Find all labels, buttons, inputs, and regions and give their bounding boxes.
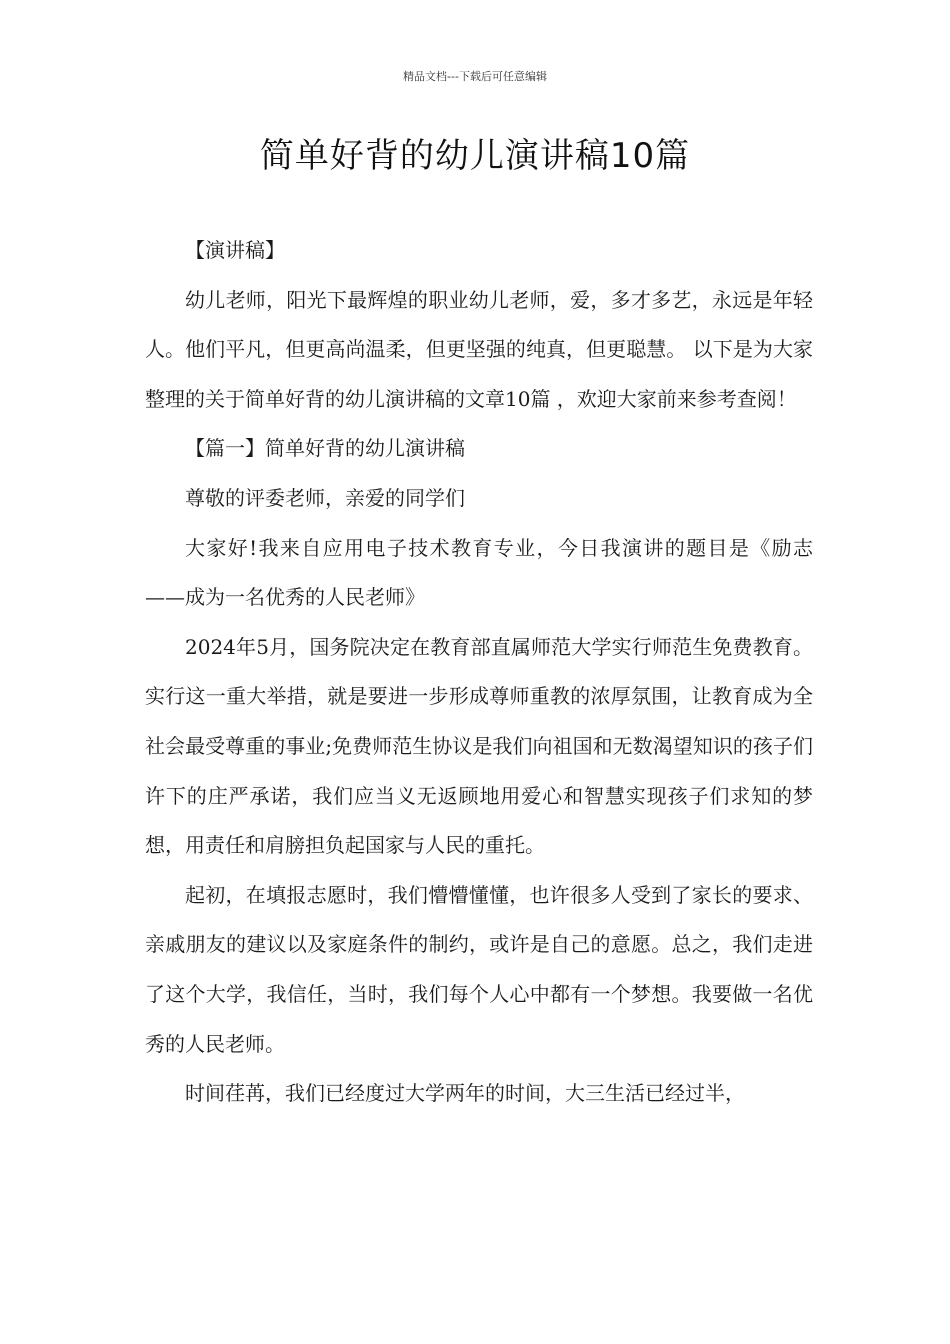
paragraph-body-1: 2024年5月，国务院决定在教育部直属师范大学实行师范生免费教育。实行这一重大举措，就是要进一步形成尊师重教的浓厚氛围，让教育成为全社会最受尊重的事业;免费师范生协议是我们向祖国和无数渴望知识的孩子们许下的庄严承诺，我们应当义无返顾地用爱心和智慧实现孩子们求知的梦想，用责任和肩膀担负起国家与人民的重托。 [145, 634, 813, 858]
paragraph-greeting: 大家好!我来自应用电子技术教育专业，今日我演讲的题目是《励志——成为一名优秀的人民老师》 [145, 535, 813, 610]
paragraph-intro: 幼儿老师，阳光下最辉煌的职业幼儿老师，爱，多才多艺，永远是年轻人。他们平凡，但更高尚温柔，但更坚强的纯真，但更聪慧。 以下是为大家整理的关于简单好背的幼儿演讲稿的文章10篇 ，欢迎大家前来参考查阅！ [145, 287, 813, 411]
paragraph-section-tag: 【演讲稿】 [185, 238, 285, 262]
paragraph-body-2: 起初，在填报志愿时，我们懵懵懂懂，也许很多人受到了家长的要求、亲戚朋友的建议以及家庭条件的制约，或许是自己的意愿。总之，我们走进了这个大学，我信任，当时，我们每个人心中都有一个梦想。我要做一名优秀的人民老师。 [145, 882, 813, 1056]
paragraph-salutation: 尊敬的评委老师，亲爱的同学们 [185, 485, 465, 510]
paragraph-body-3: 时间荏苒，我们已经度过大学两年的时间，大三生活已经过半， [185, 1081, 745, 1106]
document-title: 简单好背的幼儿演讲稿10篇 [259, 136, 691, 176]
paragraph-chapter-heading: 【篇一】简单好背的幼儿演讲稿 [185, 436, 465, 461]
document-body [145, 226, 813, 1119]
header-note: 精品文档---下载后可任意编辑 [403, 70, 547, 83]
